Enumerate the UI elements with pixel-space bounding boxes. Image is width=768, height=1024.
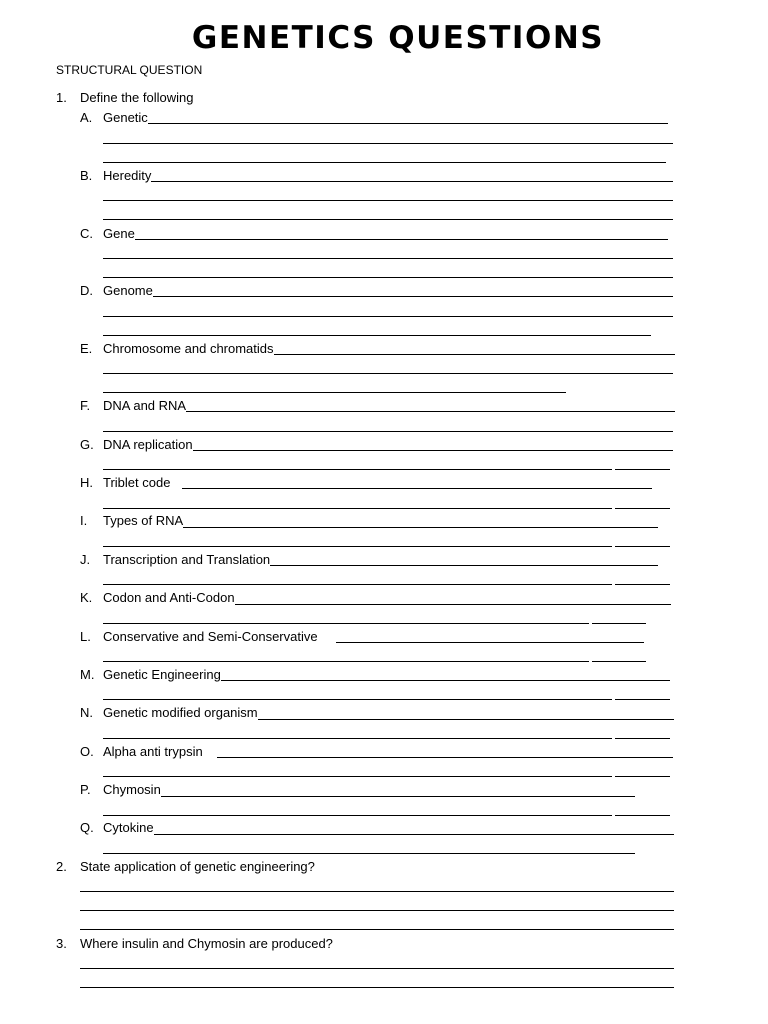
question-3-number: 3. xyxy=(56,936,67,951)
answer-line-first[interactable] xyxy=(270,565,658,566)
answer-line[interactable] xyxy=(103,162,666,163)
answer-line[interactable] xyxy=(103,623,589,624)
answer-line[interactable] xyxy=(103,373,673,374)
item-letter: D. xyxy=(80,283,93,298)
item-letter: L. xyxy=(80,629,91,644)
item-letter: I. xyxy=(80,513,88,528)
item-term: Gene xyxy=(103,226,135,241)
answer-line-first[interactable] xyxy=(274,354,675,355)
answer-line[interactable] xyxy=(615,508,670,509)
item-term: DNA and RNA xyxy=(103,398,187,413)
answer-line[interactable] xyxy=(80,910,674,911)
answer-line-first[interactable] xyxy=(336,642,644,643)
question-1-number: 1. xyxy=(56,90,67,105)
answer-line[interactable] xyxy=(103,738,612,739)
answer-line-first[interactable] xyxy=(235,604,671,605)
answer-line[interactable] xyxy=(80,891,674,892)
item-term: Cytokine xyxy=(103,820,154,835)
item-letter: H. xyxy=(80,475,93,490)
answer-line[interactable] xyxy=(103,258,673,259)
answer-line-first[interactable] xyxy=(135,239,668,240)
answer-line[interactable] xyxy=(80,987,674,988)
answer-line[interactable] xyxy=(103,661,589,662)
answer-line[interactable] xyxy=(103,584,612,585)
item-term: Types of RNA xyxy=(103,513,184,528)
answer-line[interactable] xyxy=(103,815,612,816)
answer-line[interactable] xyxy=(103,392,566,393)
answer-line[interactable] xyxy=(103,699,612,700)
item-letter: M. xyxy=(80,667,95,682)
answer-line[interactable] xyxy=(103,316,673,317)
item-term: Genetic Engineering xyxy=(103,667,221,682)
item-letter: Q. xyxy=(80,820,94,835)
question-2-number: 2. xyxy=(56,859,67,874)
item-letter: E. xyxy=(80,341,93,356)
page-title: GENETICS QUESTIONS xyxy=(191,20,605,56)
answer-line[interactable] xyxy=(592,661,646,662)
item-letter: F. xyxy=(80,398,91,413)
answer-line[interactable] xyxy=(615,546,670,547)
item-term: Genetic modified organism xyxy=(103,705,258,720)
answer-line[interactable] xyxy=(103,546,612,547)
answer-line-first[interactable] xyxy=(183,527,658,528)
answer-line-first[interactable] xyxy=(186,411,675,412)
answer-line-first[interactable] xyxy=(154,834,674,835)
item-term: Chromosome and chromatids xyxy=(103,341,274,356)
item-term: Heredity xyxy=(103,168,152,183)
answer-line[interactable] xyxy=(80,968,674,969)
item-letter: J. xyxy=(80,552,91,567)
item-term: Conservative and Semi-Conservative xyxy=(103,629,318,644)
answer-line[interactable] xyxy=(615,738,670,739)
item-letter: C. xyxy=(80,226,93,241)
item-letter: K. xyxy=(80,590,93,605)
answer-line-first[interactable] xyxy=(148,123,668,124)
item-term: Alpha anti trypsin xyxy=(103,744,203,759)
answer-line[interactable] xyxy=(103,277,673,278)
answer-line-first[interactable] xyxy=(182,488,652,489)
answer-line[interactable] xyxy=(615,815,670,816)
item-letter: N. xyxy=(80,705,93,720)
item-term: Genome xyxy=(103,283,153,298)
answer-line-first[interactable] xyxy=(153,296,673,297)
answer-line[interactable] xyxy=(103,219,673,220)
item-letter: A. xyxy=(80,110,93,125)
item-term: Triblet code xyxy=(103,475,171,490)
answer-line[interactable] xyxy=(615,699,670,700)
answer-line-first[interactable] xyxy=(193,450,673,451)
answer-line[interactable] xyxy=(592,623,646,624)
answer-line-first[interactable] xyxy=(221,680,670,681)
answer-line[interactable] xyxy=(103,508,612,509)
answer-line[interactable] xyxy=(103,853,635,854)
answer-line-first[interactable] xyxy=(161,796,635,797)
answer-line[interactable] xyxy=(615,776,670,777)
answer-line-first[interactable] xyxy=(258,719,674,720)
answer-line[interactable] xyxy=(103,200,673,201)
answer-line[interactable] xyxy=(103,469,612,470)
section-heading: STRUCTURAL QUESTION xyxy=(56,63,203,77)
question-2-text: State application of genetic engineering? xyxy=(80,859,315,874)
answer-line[interactable] xyxy=(615,584,670,585)
answer-line[interactable] xyxy=(80,929,674,930)
answer-line-first[interactable] xyxy=(217,757,673,758)
answer-line[interactable] xyxy=(615,469,670,470)
question-3-text: Where insulin and Chymosin are produced? xyxy=(80,936,333,951)
answer-line[interactable] xyxy=(103,335,651,336)
item-letter: O. xyxy=(80,744,94,759)
item-term: Genetic xyxy=(103,110,148,125)
item-letter: G. xyxy=(80,437,94,452)
item-letter: B. xyxy=(80,168,93,183)
item-term: Chymosin xyxy=(103,782,161,797)
answer-line[interactable] xyxy=(103,431,673,432)
item-term: DNA replication xyxy=(103,437,193,452)
item-term: Transcription and Translation xyxy=(103,552,271,567)
answer-line[interactable] xyxy=(103,776,612,777)
question-1-text: Define the following xyxy=(80,90,194,105)
answer-line[interactable] xyxy=(103,143,673,144)
answer-line-first[interactable] xyxy=(151,181,673,182)
item-letter: P. xyxy=(80,782,91,797)
item-term: Codon and Anti-Codon xyxy=(103,590,235,605)
